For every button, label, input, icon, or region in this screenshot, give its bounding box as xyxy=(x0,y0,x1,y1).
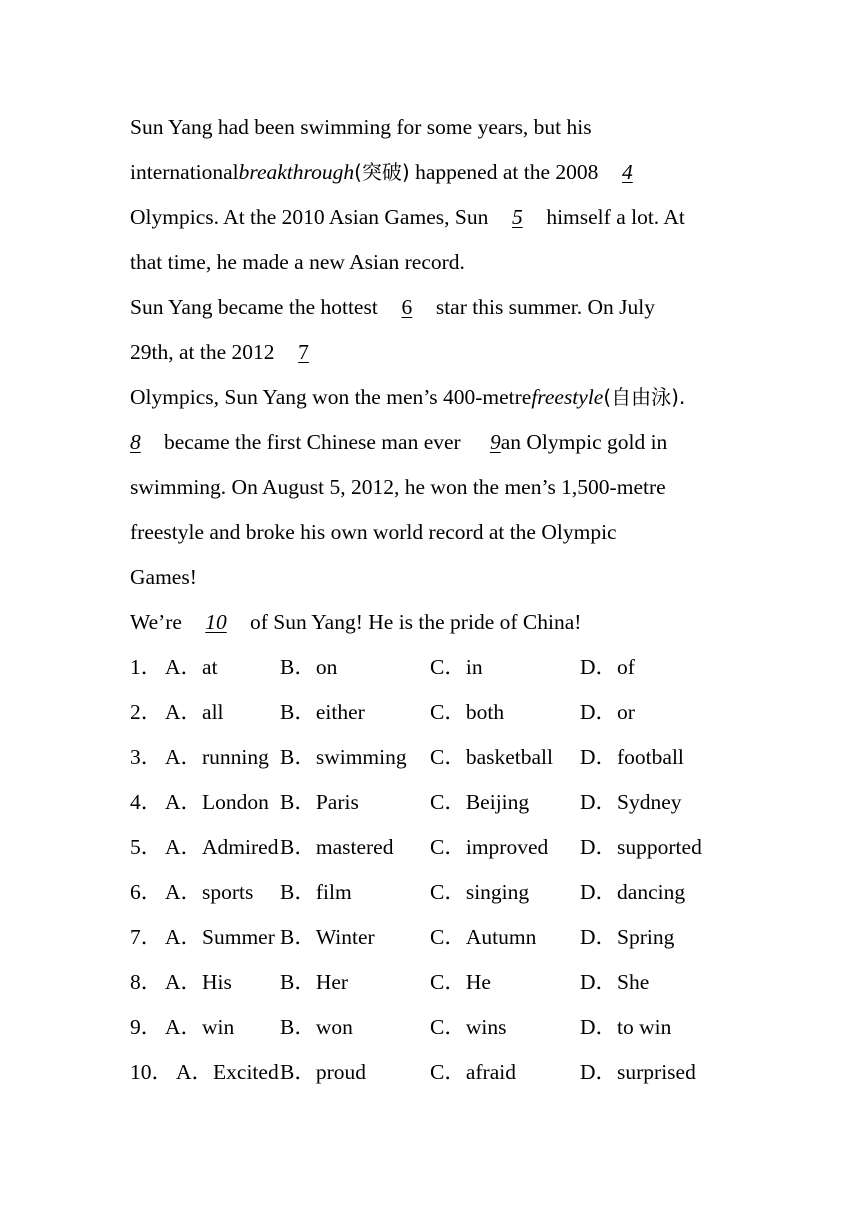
blank-5: 5 xyxy=(511,205,523,229)
question-number: 8． xyxy=(130,970,163,994)
passage-line xyxy=(130,375,730,420)
passage-line xyxy=(130,465,730,510)
option-b: B．Her xyxy=(280,970,349,994)
blank-7: 7 xyxy=(298,340,309,364)
option-b: B．Winter xyxy=(280,925,375,949)
passage-text: star this summer. On July xyxy=(435,295,656,319)
option-d: D．dancing xyxy=(580,880,686,904)
option-d: D．Spring xyxy=(580,925,675,949)
option-a: A．Summer xyxy=(165,925,275,949)
option-a: A．sports xyxy=(165,880,254,904)
question-row xyxy=(130,645,730,690)
option-b: B．won xyxy=(280,1015,353,1039)
question-row xyxy=(130,1005,730,1050)
option-c: C．afraid xyxy=(430,1060,516,1084)
question-number: 5． xyxy=(130,835,163,859)
option-c: C．in xyxy=(430,655,483,679)
option-d: D．to win xyxy=(580,1015,672,1039)
option-c: C．singing xyxy=(430,880,530,904)
option-a: A．all xyxy=(165,700,224,724)
passage-line xyxy=(130,195,730,240)
option-b: B．swimming xyxy=(280,745,407,769)
option-c: C．both xyxy=(430,700,505,724)
passage-text: swimming. On August 5, 2012, he won the men’s 1,500-metre xyxy=(130,475,666,499)
option-a: A．London xyxy=(165,790,269,814)
question-row xyxy=(130,870,730,915)
passage-line xyxy=(130,285,730,330)
option-d: D．surprised xyxy=(580,1060,696,1084)
option-b: B．either xyxy=(280,700,365,724)
question-number: 9． xyxy=(130,1015,163,1039)
blank-9: 9 xyxy=(489,430,501,454)
blank-8: 8 xyxy=(130,430,141,454)
passage-line xyxy=(130,420,730,465)
option-c: C．improved xyxy=(430,835,549,859)
option-b: B．mastered xyxy=(280,835,394,859)
passage-line xyxy=(130,555,730,600)
option-a: A．at xyxy=(165,655,218,679)
passage-line xyxy=(130,150,730,195)
option-c: C．wins xyxy=(430,1015,507,1039)
option-a: A．running xyxy=(165,745,269,769)
passage-line xyxy=(130,105,730,150)
passage-text: himself a lot. At xyxy=(546,205,685,229)
option-d: D．football xyxy=(580,745,684,769)
passage-text: became the first Chinese man ever xyxy=(164,430,461,454)
question-list xyxy=(130,645,730,1095)
passage-italic-term: freestyle xyxy=(531,385,604,409)
passage-line xyxy=(130,510,730,555)
option-d: D．or xyxy=(580,700,635,724)
passage-text: of Sun Yang! He is the pride of China! xyxy=(249,610,582,634)
question-number: 3． xyxy=(130,745,163,769)
option-a: A．Admired xyxy=(165,835,279,859)
passage-text: Olympics. At the 2010 Asian Games, Sun xyxy=(130,205,489,229)
question-row xyxy=(130,735,730,780)
option-c: C．basketball xyxy=(430,745,554,769)
blank-4: 4 xyxy=(622,160,633,184)
option-d: D．She xyxy=(580,970,650,994)
option-a: A．Excited xyxy=(176,1060,279,1084)
question-row xyxy=(130,780,730,825)
passage-text: Games! xyxy=(130,565,197,589)
option-c: C．Beijing xyxy=(430,790,530,814)
passage-text: freestyle and broke his own world record at the Olympic xyxy=(130,520,617,544)
question-number: 6． xyxy=(130,880,163,904)
passage-text: Sun Yang became the hottest xyxy=(130,295,378,319)
option-c: C．Autumn xyxy=(430,925,537,949)
question-row xyxy=(130,825,730,870)
question-row xyxy=(130,915,730,960)
passage-gloss: (自由泳). xyxy=(603,385,686,409)
passage-text: happened at the 2008 xyxy=(409,160,599,184)
document-page xyxy=(130,105,730,1095)
option-d: D．of xyxy=(580,655,635,679)
passage-text: Sun Yang had been swimming for some years, but his xyxy=(130,115,592,139)
question-number: 7． xyxy=(130,925,163,949)
option-b: B．proud xyxy=(280,1060,367,1084)
passage-gloss: (突破) xyxy=(354,160,410,184)
question-row xyxy=(130,1050,730,1095)
passage-text: international xyxy=(130,160,239,184)
passage-line xyxy=(130,600,730,645)
passage-text: We’re xyxy=(130,610,182,634)
passage-line xyxy=(130,330,730,375)
blank-10: 10 xyxy=(205,610,227,634)
passage-text: an Olympic gold in xyxy=(500,430,668,454)
option-c: C．He xyxy=(430,970,491,994)
passage-text: that time, he made a new Asian record. xyxy=(130,250,465,274)
option-a: A．His xyxy=(165,970,232,994)
blank-6: 6 xyxy=(401,295,413,319)
question-number: 2． xyxy=(130,700,163,724)
question-number: 4． xyxy=(130,790,163,814)
passage-text: Olympics, Sun Yang won the men’s 400-metre xyxy=(130,385,532,409)
option-b: B．Paris xyxy=(280,790,359,814)
passage-text: 29th, at the 2012 xyxy=(130,340,275,364)
option-d: D．Sydney xyxy=(580,790,682,814)
question-row xyxy=(130,960,730,1005)
passage-italic-term: breakthrough xyxy=(238,160,355,184)
passage-line xyxy=(130,240,730,285)
question-row xyxy=(130,690,730,735)
option-b: B．film xyxy=(280,880,352,904)
question-number: 10． xyxy=(130,1060,174,1084)
option-a: A．win xyxy=(165,1015,235,1039)
option-b: B．on xyxy=(280,655,338,679)
option-d: D．supported xyxy=(580,835,702,859)
question-number: 1． xyxy=(130,655,163,679)
